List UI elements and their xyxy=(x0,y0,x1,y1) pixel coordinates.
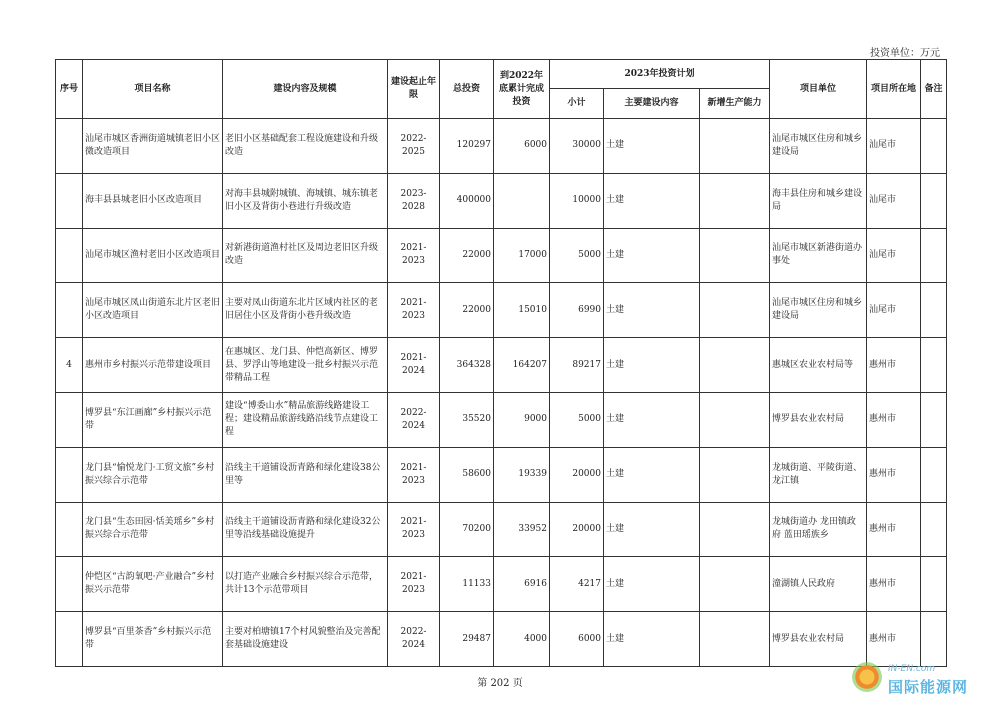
cell-location: 汕尾市 xyxy=(867,119,921,174)
table-row xyxy=(56,173,947,228)
cell-subtotal: 5000 xyxy=(550,392,604,447)
table-row xyxy=(56,119,947,174)
cell-unit: 潼湖镇人民政府 xyxy=(770,557,867,612)
cell-project-name: 汕尾市城区渔村老旧小区改造项目 xyxy=(83,228,223,283)
cell-unit: 汕尾市城区住房和城乡建设局 xyxy=(770,119,867,174)
cell-new-capacity xyxy=(700,557,770,612)
cell-location: 惠州市 xyxy=(867,447,921,502)
cell-total: 120297 xyxy=(440,119,494,174)
cell-unit: 博罗县农业农村局 xyxy=(770,392,867,447)
cell-cumulative: 15010 xyxy=(494,283,550,338)
cell-period: 2023-2028 xyxy=(388,173,440,228)
cell-total: 364328 xyxy=(440,338,494,393)
cell-subtotal: 30000 xyxy=(550,119,604,174)
cell-project-name: 仲恺区“古韵氧吧·产业融合”乡村振兴示范带 xyxy=(83,557,223,612)
cell-main-content: 土建 xyxy=(604,119,700,174)
cell-content: 在惠城区、龙门县、仲恺高新区、博罗县、罗浮山等地建设一批乡村振兴示范带精品工程 xyxy=(223,338,388,393)
cell-new-capacity xyxy=(700,228,770,283)
page-number: 第 202 页 xyxy=(477,678,523,689)
cell-new-capacity xyxy=(700,338,770,393)
cell-project-name: 汕尾市城区香洲街道城镇老旧小区微改造项目 xyxy=(83,119,223,174)
table-row xyxy=(56,557,947,612)
cell-subtotal: 4217 xyxy=(550,557,604,612)
cell-content: 沿线主干道铺设沥青路和绿化建设32公里等沿线基础设施提升 xyxy=(223,502,388,557)
sun-logo-icon xyxy=(852,662,882,692)
col-header-name: 项目名称 xyxy=(83,60,223,119)
cell-period: 2021-2023 xyxy=(388,557,440,612)
cell-project-name: 博罗县“东江画廊”乡村振兴示范带 xyxy=(83,392,223,447)
cell-cumulative: 19339 xyxy=(494,447,550,502)
cell-cumulative: 9000 xyxy=(494,392,550,447)
col-header-remark: 备注 xyxy=(921,60,947,119)
cell-idx xyxy=(56,392,83,447)
col-header-plan2023: 2023年投资计划 xyxy=(550,60,770,89)
cell-total: 29487 xyxy=(440,612,494,667)
cell-period: 2021-2023 xyxy=(388,283,440,338)
cell-cumulative: 6916 xyxy=(494,557,550,612)
cell-content: 主要对柏塘镇17个村风貌整治及完善配套基础设施建设 xyxy=(223,612,388,667)
cell-location: 惠州市 xyxy=(867,338,921,393)
cell-period: 2021-2023 xyxy=(388,228,440,283)
table-row xyxy=(56,392,947,447)
cell-content: 对海丰县城附城镇、海城镇、城东镇老旧小区及背街小巷进行升级改造 xyxy=(223,173,388,228)
cell-period: 2021-2023 xyxy=(388,447,440,502)
col-header-location: 项目所在地 xyxy=(867,60,921,119)
cell-idx xyxy=(56,502,83,557)
cell-subtotal: 89217 xyxy=(550,338,604,393)
watermark-cn-text: 国际能源网 xyxy=(888,678,969,696)
cell-idx xyxy=(56,283,83,338)
table-row xyxy=(56,502,947,557)
cell-location: 惠州市 xyxy=(867,502,921,557)
cell-period: 2021-2024 xyxy=(388,338,440,393)
cell-period: 2022-2025 xyxy=(388,119,440,174)
cell-content: 以打造产业融合乡村振兴综合示范带，共计13个示范带项目 xyxy=(223,557,388,612)
col-header-total: 总投资 xyxy=(440,60,494,119)
cell-project-name: 惠州市乡村振兴示范带建设项目 xyxy=(83,338,223,393)
cell-content: 沿线主干道铺设沥青路和绿化建设38公里等 xyxy=(223,447,388,502)
cell-main-content: 土建 xyxy=(604,173,700,228)
cell-project-name: 龙门县“生态田园·恬美瑶乡”乡村振兴综合示范带 xyxy=(83,502,223,557)
cell-new-capacity xyxy=(700,392,770,447)
cell-new-capacity xyxy=(700,612,770,667)
cell-remark xyxy=(921,557,947,612)
cell-period: 2022-2024 xyxy=(388,392,440,447)
cell-project-name: 龙门县“愉悦龙门·工贸文旅”乡村振兴综合示范带 xyxy=(83,447,223,502)
cell-subtotal: 20000 xyxy=(550,502,604,557)
cell-idx: 4 xyxy=(56,338,83,393)
col-header-new-capacity: 新增生产能力 xyxy=(700,89,770,119)
cell-location: 汕尾市 xyxy=(867,173,921,228)
cell-cumulative xyxy=(494,173,550,228)
cell-total: 400000 xyxy=(440,173,494,228)
cell-main-content: 土建 xyxy=(604,502,700,557)
cell-project-name: 海丰县县城老旧小区改造项目 xyxy=(83,173,223,228)
cell-period: 2022-2024 xyxy=(388,612,440,667)
cell-main-content: 土建 xyxy=(604,283,700,338)
header-row-1 xyxy=(56,60,947,89)
cell-subtotal: 6000 xyxy=(550,612,604,667)
cell-main-content: 土建 xyxy=(604,612,700,667)
cell-cumulative: 164207 xyxy=(494,338,550,393)
cell-idx xyxy=(56,119,83,174)
cell-location: 惠州市 xyxy=(867,392,921,447)
cell-unit: 汕尾市城区住房和城乡建设局 xyxy=(770,283,867,338)
cell-location: 惠州市 xyxy=(867,557,921,612)
cell-remark xyxy=(921,338,947,393)
watermark-en-text: IN-EN.com xyxy=(888,664,936,674)
cell-content: 老旧小区基础配套工程设施建设和升级改造 xyxy=(223,119,388,174)
cell-new-capacity xyxy=(700,119,770,174)
col-header-unit: 项目单位 xyxy=(770,60,867,119)
watermark-logo xyxy=(846,662,986,702)
cell-project-name: 汕尾市城区凤山街道东北片区老旧小区改造项目 xyxy=(83,283,223,338)
cell-remark xyxy=(921,392,947,447)
cell-remark xyxy=(921,612,947,667)
cell-location: 汕尾市 xyxy=(867,283,921,338)
table-row xyxy=(56,612,947,667)
cell-period: 2021-2023 xyxy=(388,502,440,557)
cell-subtotal: 6990 xyxy=(550,283,604,338)
cell-subtotal: 20000 xyxy=(550,447,604,502)
cell-idx xyxy=(56,612,83,667)
table-row xyxy=(56,338,947,393)
col-header-period: 建设起止年限 xyxy=(388,60,440,119)
cell-idx xyxy=(56,447,83,502)
cell-main-content: 土建 xyxy=(604,557,700,612)
col-header-subtotal: 小计 xyxy=(550,89,604,119)
table-row xyxy=(56,283,947,338)
cell-cumulative: 4000 xyxy=(494,612,550,667)
investment-unit-label: 投资单位：万元 xyxy=(870,48,940,59)
col-header-content: 建设内容及规模 xyxy=(223,60,388,119)
cell-unit: 博罗县农业农村局 xyxy=(770,612,867,667)
cell-idx xyxy=(56,173,83,228)
cell-location: 汕尾市 xyxy=(867,228,921,283)
cell-remark xyxy=(921,119,947,174)
cell-remark xyxy=(921,283,947,338)
cell-new-capacity xyxy=(700,283,770,338)
cell-idx xyxy=(56,228,83,283)
table-row xyxy=(56,447,947,502)
cell-main-content: 土建 xyxy=(604,447,700,502)
cell-content: 主要对凤山街道东北片区域内社区的老旧居住小区及背街小巷升级改造 xyxy=(223,283,388,338)
cell-project-name: 博罗县“百里茶香”乡村振兴示范带 xyxy=(83,612,223,667)
cell-new-capacity xyxy=(700,502,770,557)
cell-total: 11133 xyxy=(440,557,494,612)
table-row xyxy=(56,228,947,283)
cell-remark xyxy=(921,228,947,283)
cell-unit: 惠城区农业农村局等 xyxy=(770,338,867,393)
cell-location: 惠州市 xyxy=(867,612,921,667)
cell-total: 22000 xyxy=(440,228,494,283)
cell-remark xyxy=(921,173,947,228)
cell-new-capacity xyxy=(700,173,770,228)
col-header-main-content: 主要建设内容 xyxy=(604,89,700,119)
cell-total: 35520 xyxy=(440,392,494,447)
cell-cumulative: 17000 xyxy=(494,228,550,283)
cell-main-content: 土建 xyxy=(604,228,700,283)
cell-main-content: 土建 xyxy=(604,338,700,393)
investment-plan-table xyxy=(55,59,947,667)
cell-main-content: 土建 xyxy=(604,392,700,447)
cell-unit: 龙城街道、平陵街道、龙江镇 xyxy=(770,447,867,502)
col-header-idx: 序号 xyxy=(56,60,83,119)
cell-new-capacity xyxy=(700,447,770,502)
cell-remark xyxy=(921,502,947,557)
cell-cumulative: 6000 xyxy=(494,119,550,174)
cell-idx xyxy=(56,557,83,612)
cell-content: 对新港街道渔村社区及周边老旧区升级改造 xyxy=(223,228,388,283)
cell-subtotal: 5000 xyxy=(550,228,604,283)
cell-content: 建设“博委山水”精品旅游线路建设工程；建设精品旅游线路沿线节点建设工程 xyxy=(223,392,388,447)
cell-remark xyxy=(921,447,947,502)
cell-subtotal: 10000 xyxy=(550,173,604,228)
cell-total: 70200 xyxy=(440,502,494,557)
cell-cumulative: 33952 xyxy=(494,502,550,557)
cell-total: 22000 xyxy=(440,283,494,338)
cell-unit: 汕尾市城区新港街道办事处 xyxy=(770,228,867,283)
cell-unit: 龙城街道办 龙田镇政府 蓝田瑶族乡 xyxy=(770,502,867,557)
cell-total: 58600 xyxy=(440,447,494,502)
col-header-cumulative: 到2022年底累计完成投资 xyxy=(494,60,550,119)
cell-unit: 海丰县住房和城乡建设局 xyxy=(770,173,867,228)
